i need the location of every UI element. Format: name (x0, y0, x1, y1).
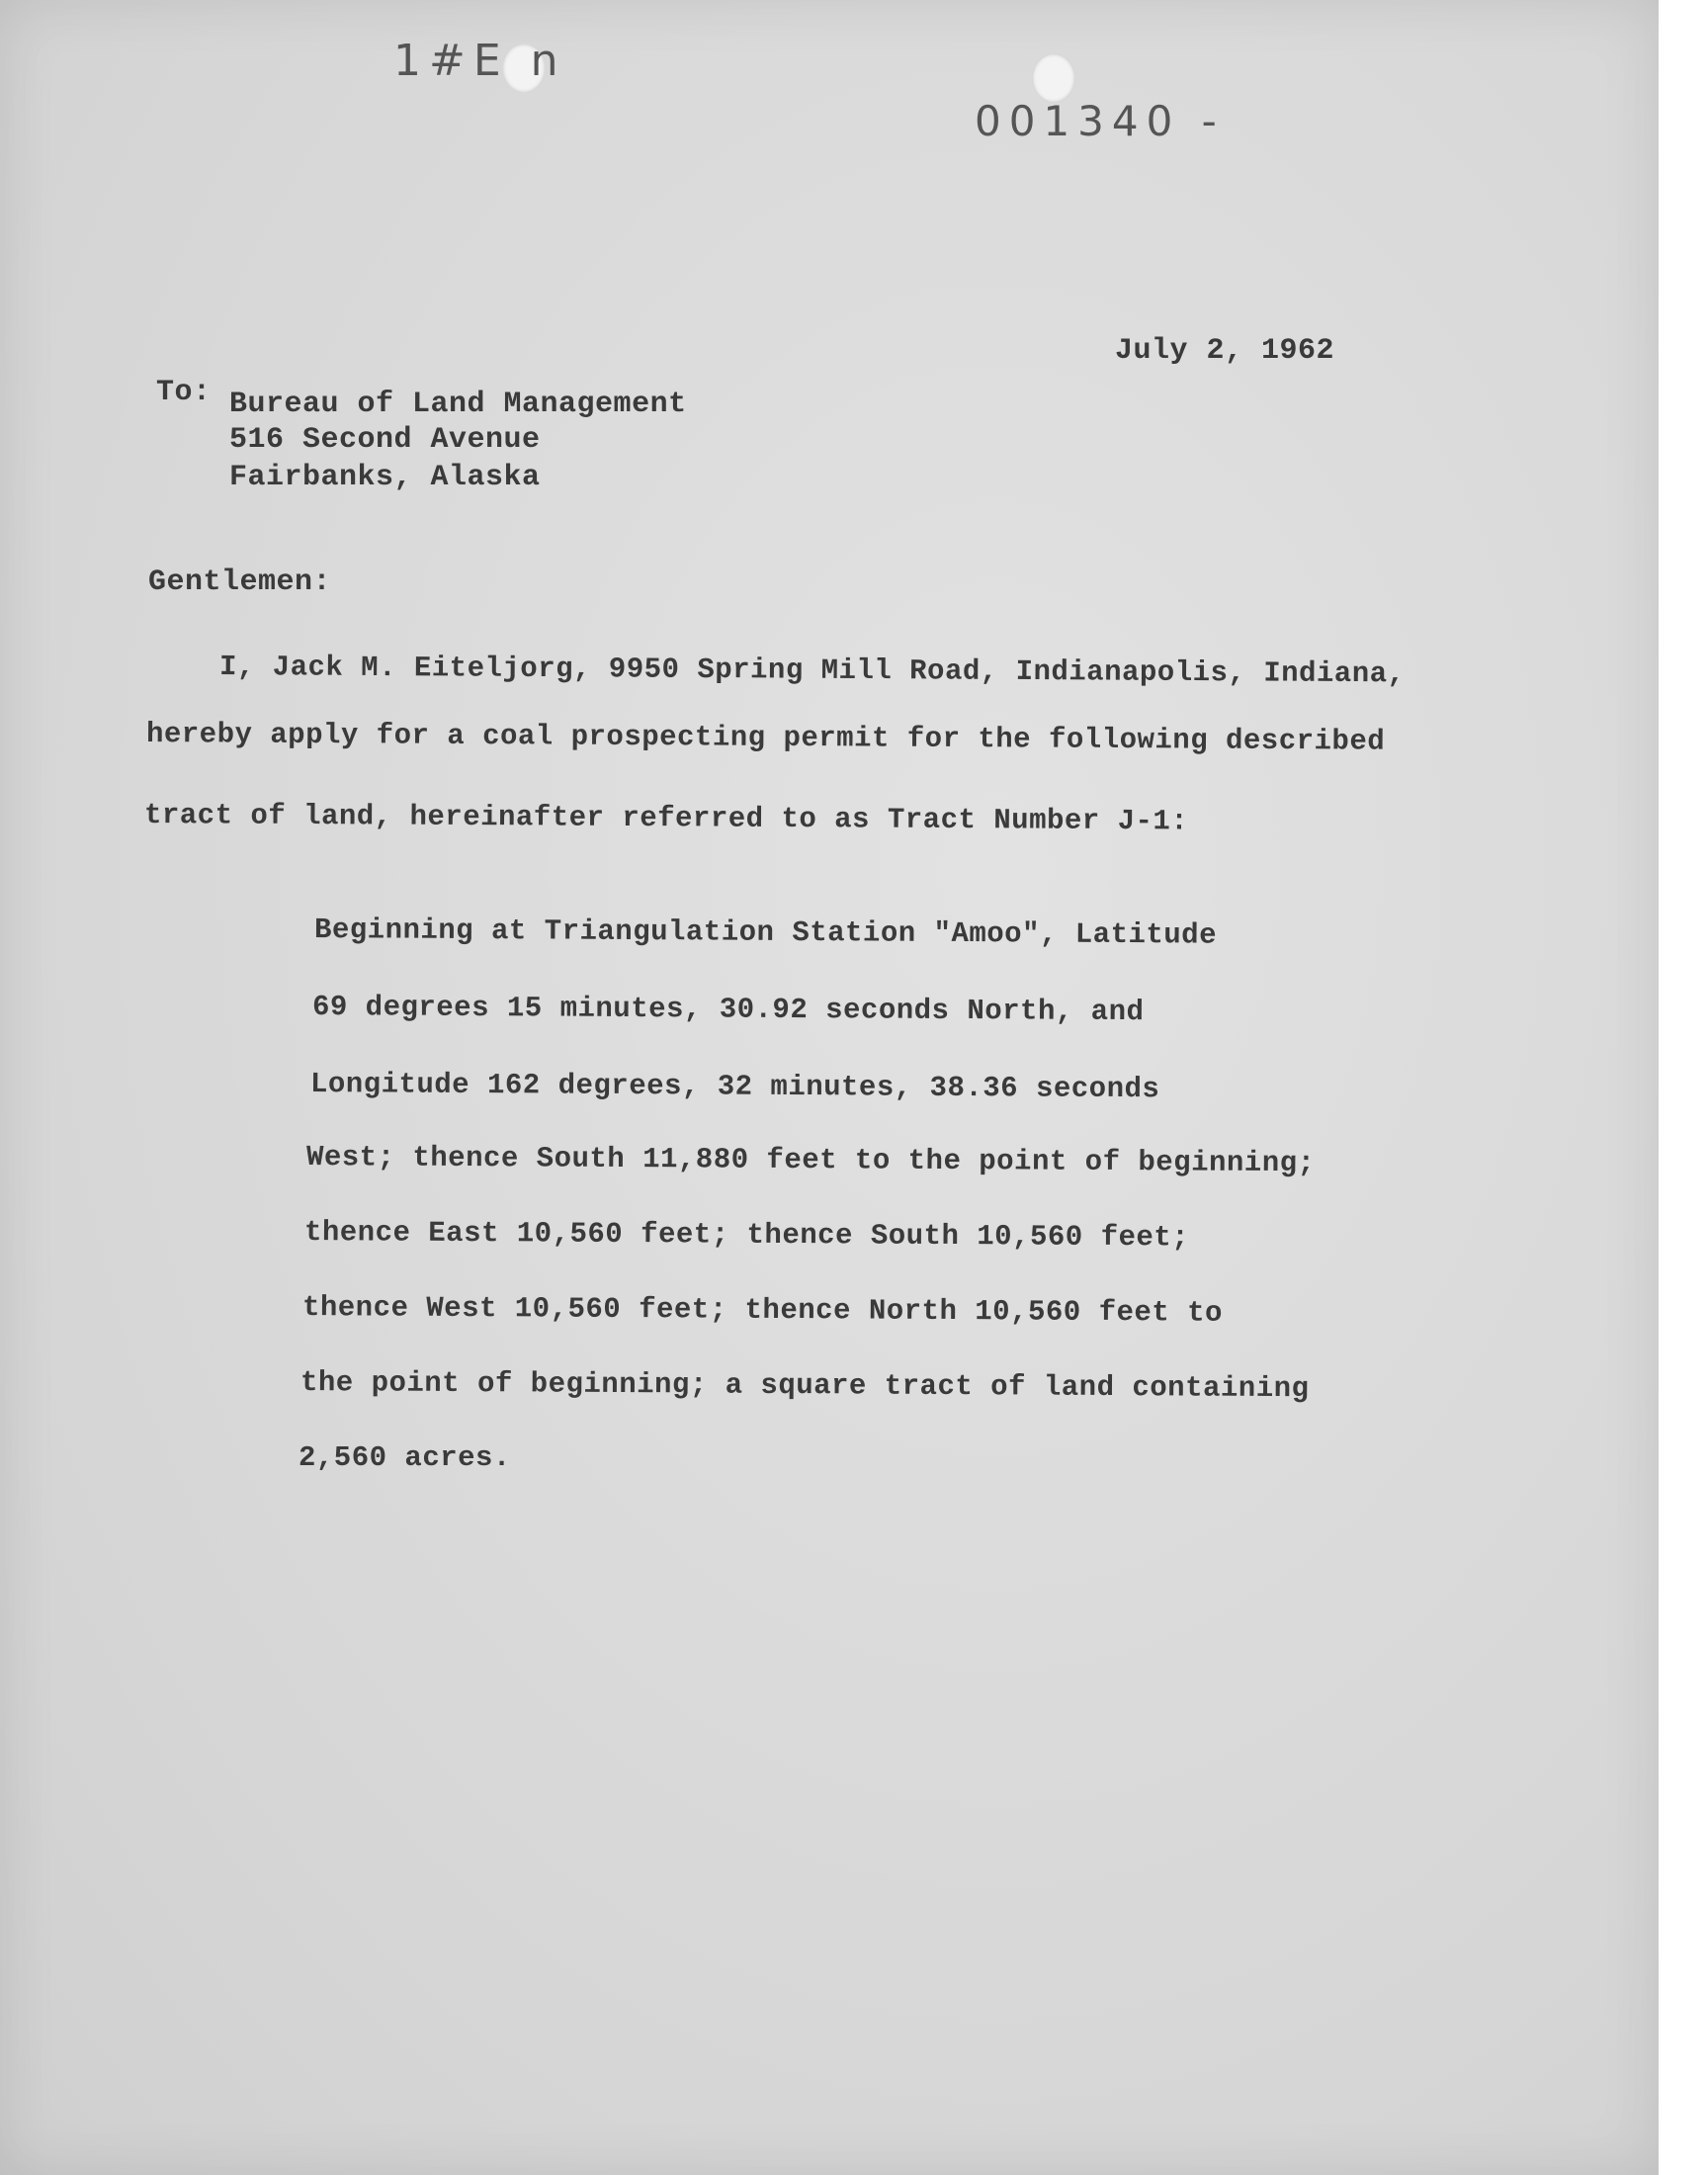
document-number: 001340 - (975, 97, 1225, 145)
recipient-street: 516 Second Avenue (229, 423, 541, 457)
recipient-name: Bureau of Land Management (229, 388, 687, 421)
letter-date: July 2, 1962 (1115, 334, 1335, 368)
tract-line: West; thence South 11,880 feet to the point of beginning; (305, 1141, 1316, 1180)
recipient-city: Fairbanks, Alaska (229, 461, 541, 494)
intro-line: tract of land, hereinafter referred to as Tract Number J-1: (143, 799, 1189, 838)
tract-line: thence East 10,560 feet; thence South 10,560 feet; (303, 1216, 1190, 1255)
tract-line: Longitude 162 degrees, 32 minutes, 38.36 seconds (309, 1068, 1160, 1106)
tract-line: 69 degrees 15 minutes, 30.92 seconds North, and (311, 991, 1145, 1029)
punch-hole-right (1032, 53, 1075, 103)
tract-line: the point of beginning; a square tract of land containing (299, 1366, 1310, 1406)
tract-line: thence West 10,560 feet; thence North 10,560 feet to (301, 1291, 1224, 1330)
salutation: Gentlemen: (148, 566, 332, 599)
intro-line: hereby apply for a coal prospecting permit for the following described (145, 718, 1386, 758)
handwritten-mark: 1#E n (393, 36, 566, 86)
intro-line: I, Jack M. Eiteljorg, 9950 Spring Mill Road, Indianapolis, Indiana, (218, 651, 1406, 691)
tract-line: 2,560 acres. (299, 1441, 511, 1474)
recipient-prefix: To: (156, 376, 212, 409)
tract-line: Beginning at Triangulation Station "Amoo", Latitude (313, 914, 1218, 952)
page-margin (1659, 0, 1708, 2175)
